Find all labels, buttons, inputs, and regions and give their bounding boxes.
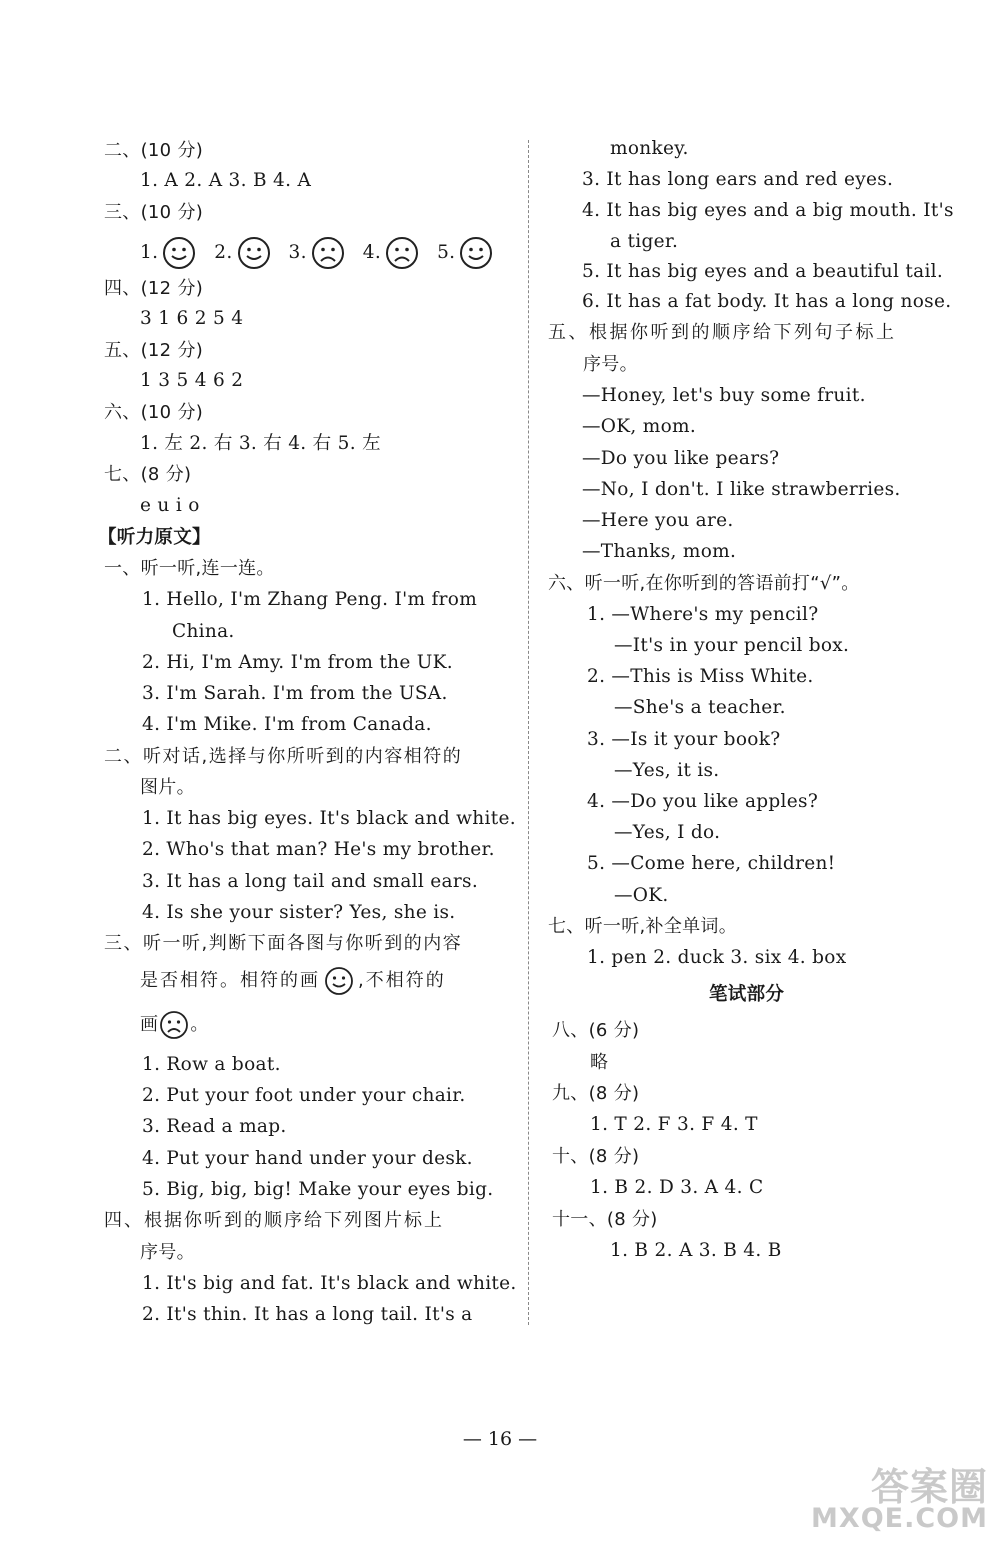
listening-6-item: 5. —Come here, children!: [587, 853, 836, 874]
face-item-number: 3.: [288, 242, 307, 263]
listening-4-item-cont: monkey.: [610, 138, 689, 159]
section-10-answers: 1. B 2. D 3. A 4. C: [590, 1177, 764, 1198]
listening-3-item: 3. Read a map.: [142, 1116, 287, 1137]
listening-2-item: 1. It has big eyes. It's black and white.: [142, 808, 516, 829]
listening-3-title-cont: [140, 966, 446, 996]
section-5-title: 五、(12 分): [104, 340, 204, 361]
watermark-url: MXQE.COM: [811, 1503, 988, 1534]
face-item-number: 2.: [214, 242, 233, 263]
written-section-header: 笔试部分: [709, 984, 785, 1005]
listening-1-title: 一、听一听,连一连。: [104, 558, 275, 579]
listening-7-answers: 1. pen 2. duck 3. six 4. box: [587, 947, 847, 968]
listening-3-title-part: 是否相符。相符的画: [140, 970, 320, 991]
listening-1-item: 1. Hello, I'm Zhang Peng. I'm from: [142, 589, 478, 610]
listening-6-item: 1. —Where's my pencil?: [587, 604, 819, 625]
listening-2-item: 2. Who's that man? He's my brother.: [142, 839, 495, 860]
listening-4-item: 2. It's thin. It has a long tail. It's a: [142, 1304, 473, 1325]
listening-6-item: 3. —Is it your book?: [587, 729, 781, 750]
listening-3-item: 5. Big, big, big! Make your eyes big.: [142, 1179, 494, 1200]
listening-4-title: 四、根据你听到的顺序给下列图片标上: [104, 1210, 444, 1231]
section-9-answers: 1. T 2. F 3. F 4. T: [590, 1114, 758, 1135]
section-6-title: 六、(10 分): [104, 402, 204, 423]
section-7-title: 七、(8 分): [104, 464, 192, 485]
smile-face-icon: [237, 236, 271, 270]
listening-3-title-part: ,不相符的: [358, 970, 446, 991]
listening-6-item: —Yes, I do.: [614, 822, 721, 843]
listening-4-title-cont: 序号。: [140, 1242, 195, 1263]
sad-face-icon: [159, 1010, 189, 1040]
listening-6-item: —OK.: [614, 885, 669, 906]
sad-face-icon: [311, 236, 345, 270]
listening-6-item: 2. —This is Miss White.: [587, 666, 814, 687]
section-8-title: 八、(6 分): [552, 1020, 640, 1041]
dialogue-line: —No, I don't. I like strawberries.: [582, 479, 901, 500]
listening-3-item: 4. Put your hand under your desk.: [142, 1148, 473, 1169]
listening-header: 【听力原文】: [98, 527, 211, 548]
listening-6-item: 4. —Do you like apples?: [587, 791, 819, 812]
listening-3-title-cont2: [140, 1010, 209, 1040]
smile-face-icon: [324, 966, 354, 996]
section-4-title: 四、(12 分): [104, 278, 204, 299]
watermark-logo: 答案圈: [870, 1465, 988, 1509]
listening-1-item: 4. I'm Mike. I'm from Canada.: [142, 714, 432, 735]
listening-6-item: —It's in your pencil box.: [614, 635, 850, 656]
listening-2-item: 3. It has a long tail and small ears.: [142, 871, 478, 892]
section-9-title: 九、(8 分): [552, 1083, 640, 1104]
section-3-title: 三、(10 分): [104, 202, 204, 223]
dialogue-line: —Do you like pears?: [582, 448, 780, 469]
section-2-title: 二、(10 分): [104, 140, 204, 161]
section-10-title: 十、(8 分): [552, 1146, 640, 1167]
listening-3-title-part: 画: [140, 1014, 159, 1035]
face-item-number: 4.: [362, 242, 382, 263]
section-3-faces: [140, 236, 497, 270]
face-item-number: 1.: [140, 242, 159, 263]
section-5-answers: 1 3 5 4 6 2: [140, 370, 244, 391]
page-number: — 16 —: [462, 1428, 538, 1450]
listening-4-item-cont: a tiger.: [610, 231, 679, 252]
section-8-answer: 略: [590, 1052, 609, 1073]
section-6-answers: 1. 左 2. 右 3. 右 4. 右 5. 左: [140, 433, 381, 454]
column-divider: [528, 140, 529, 1325]
listening-2-title-cont: 图片。: [140, 777, 195, 798]
section-7-answers: e u i o: [140, 495, 200, 516]
listening-3-title-part: 。: [190, 1014, 209, 1035]
listening-3-item: 1. Row a boat.: [142, 1054, 281, 1075]
listening-5-title: 五、根据你听到的顺序给下列句子标上: [548, 322, 897, 343]
dialogue-line: —Honey, let's buy some fruit.: [582, 385, 866, 406]
sad-face-icon: [385, 236, 419, 270]
listening-4-item: 1. It's big and fat. It's black and white.: [142, 1273, 517, 1294]
section-11-answers: 1. B 2. A 3. B 4. B: [610, 1240, 782, 1261]
section-11-title: 十一、(8 分): [552, 1209, 658, 1230]
face-item-number: 5.: [437, 242, 456, 263]
listening-6-item: —Yes, it is.: [614, 760, 720, 781]
listening-4-item: 6. It has a fat body. It has a long nose.: [582, 291, 952, 312]
dialogue-line: —Thanks, mom.: [582, 541, 737, 562]
listening-5-title-cont: 序号。: [583, 354, 638, 375]
listening-3-title: 三、听一听,判断下面各图与你听到的内容: [104, 933, 463, 954]
dialogue-line: —OK, mom.: [582, 416, 697, 437]
listening-1-item: China.: [172, 621, 235, 642]
listening-7-title: 七、听一听,补全单词。: [548, 916, 738, 937]
smile-face-icon: [162, 236, 196, 270]
listening-6-item: —She's a teacher.: [614, 697, 786, 718]
listening-4-item: 5. It has big eyes and a beautiful tail.: [582, 261, 944, 282]
listening-2-item: 4. Is she your sister? Yes, she is.: [142, 902, 456, 923]
section-2-answers: 1. A 2. A 3. B 4. A: [140, 170, 312, 191]
listening-1-item: 3. I'm Sarah. I'm from the USA.: [142, 683, 448, 704]
listening-6-title: 六、听一听,在你听到的答语前打“√”。: [548, 573, 860, 594]
listening-4-item: 3. It has long ears and red eyes.: [582, 169, 894, 190]
listening-2-title: 二、听对话,选择与你所听到的内容相符的: [104, 746, 463, 767]
smile-face-icon: [459, 236, 493, 270]
listening-3-item: 2. Put your foot under your chair.: [142, 1085, 466, 1106]
listening-4-item: 4. It has big eyes and a big mouth. It's: [582, 200, 954, 221]
section-4-answers: 3 1 6 2 5 4: [140, 308, 244, 329]
dialogue-line: —Here you are.: [582, 510, 734, 531]
listening-1-item: 2. Hi, I'm Amy. I'm from the UK.: [142, 652, 453, 673]
